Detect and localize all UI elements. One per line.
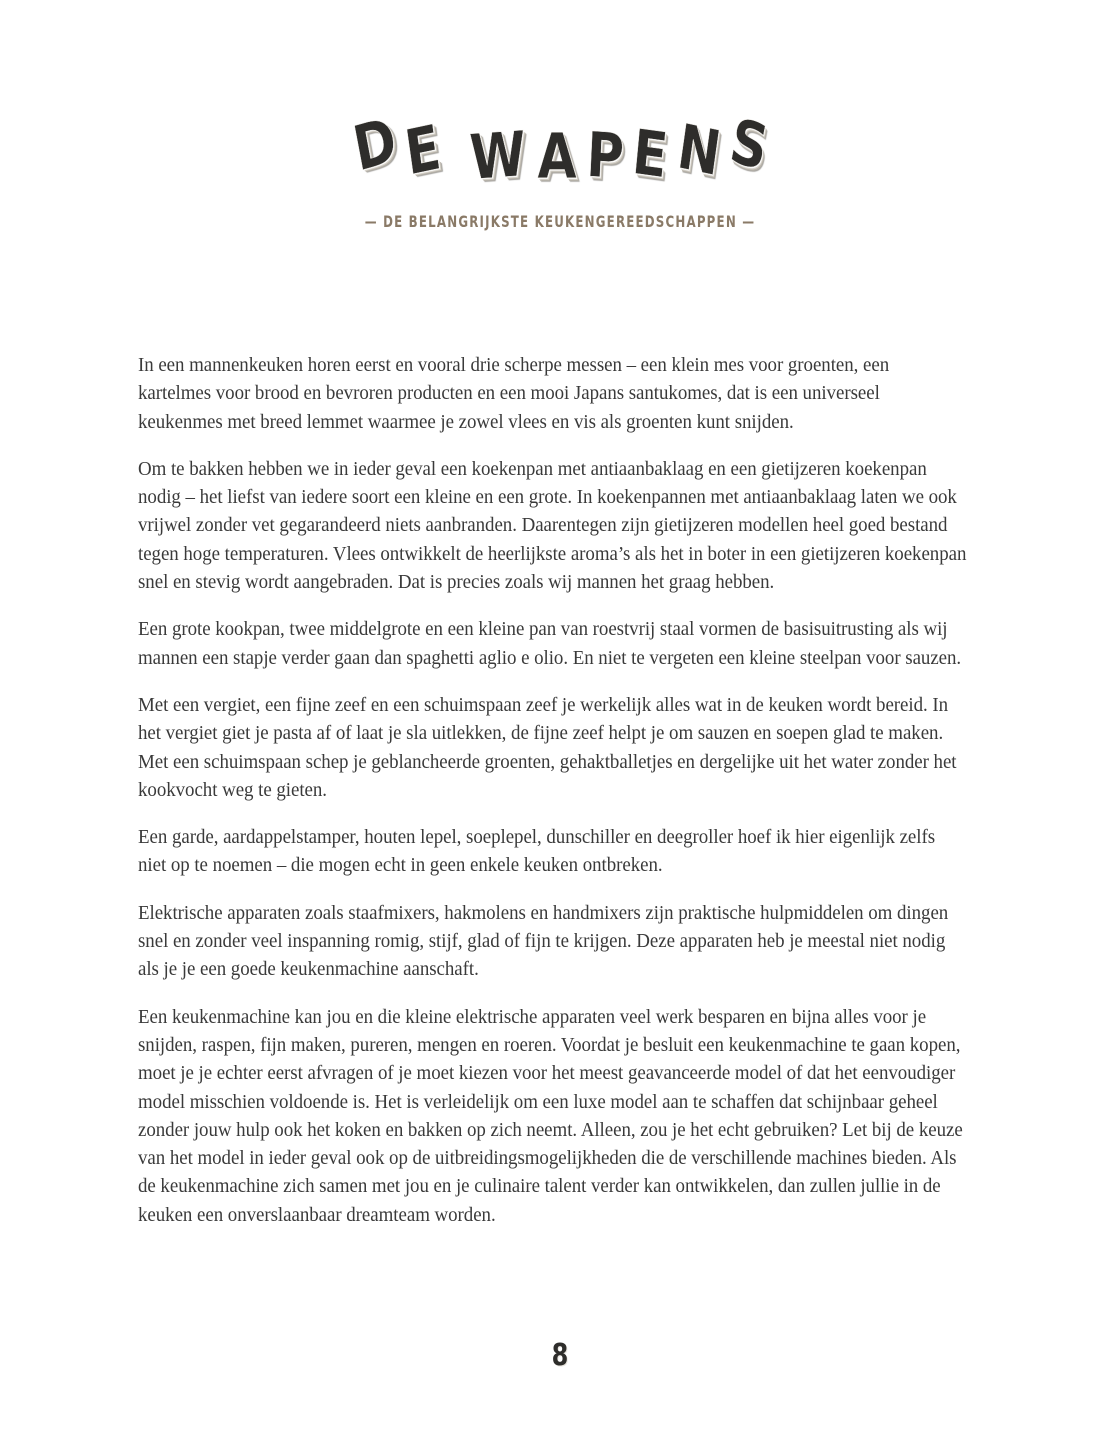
body-paragraph: Een garde, aardappelstamper, houten lepel, soeplepel, dunschiller en deegroller hoef ik hier eigenlijk zelfs niet op te noemen – die mogen echt in geen enkele keuken ontbreken. <box>138 827 936 877</box>
page-subtitle: — DE BELANGRIJKSTE KEUKENGEREEDSCHAPPEN — <box>364 212 756 231</box>
body-paragraph: In een mannenkeuken horen eerst en vooral drie scherpe messen – een klein mes voor groenten, een kartelmes voor brood en bevroren producten en een mooi Japans santukomes, dat is een universeel keukenmes met breed lemmet waarmee je zowel vlees en vis als groenten kunt snijden. <box>138 355 890 433</box>
title-letter: W <box>467 117 527 195</box>
title-letter: S <box>724 103 774 185</box>
title-letter: E <box>400 110 446 190</box>
body-paragraph: Elektrische apparaten zoals staafmixers, hakmolens en handmixers zijn praktische hulpmiddelen om dingen snel en zonder veel inspanning romig, stijf, glad of fijn te krijgen. Deze apparaten heb je meestal niet nodig als je je een goede keukenmachine aanschaft. <box>138 902 949 981</box>
page-number: 8 <box>551 1338 569 1373</box>
page-title <box>0 96 1120 195</box>
title-letter: D <box>347 102 402 186</box>
body-paragraph: Met een vergiet, een fijne zeef en een schuimspaan zeef je werkelijk alles wat in de keuken wordt bereid. In het vergiet giet je pasta af of laat je sla uitlekken, de fijne zeef helpt je om sauzen en soepen glad te maken. Met een schuimspaan schep je geblancheerde groenten, gehaktballetjes en dergelijke uit het water zonder het kookvocht weg te gieten. <box>138 694 957 801</box>
body-paragraph: Om te bakken hebben we in ieder geval een koekenpan met antiaanbaklaag en een gietijzeren koekenpan nodig – het liefst van iedere soort een kleine en een grote. In koekenpannen met antiaanbaklaag laten we ook vrijwel zonder vet gegarandeerd niets aanbranden. Daarentegen zijn gietijzeren modellen heel goed bestand tegen hoge temperaturen. Vlees ontwikkelt de heerlijkste aroma’s als het in boter in een gietijzeren koekenpan snel en stevig wordt aangebraden. Dat is precies zoals wij mannen het graag hebben. <box>138 458 967 594</box>
title-letter: A <box>537 120 577 193</box>
body-paragraph: Een keukenmachine kan jou en die kleine elektrische apparaten veel werk besparen en bijna alles voor je snijden, raspen, fijn maken, pureren, mengen en roeren. Voordat je besluit een keukenmachine te gaan kopen, moet je je echter eerst afvragen of je moet kiezen voor het meest geavanceerde model of dat het eenvoudiger model misschien voldoende is. Het is verleidelijk om een luxe model aan te schaffen dat schijnbaar geheel zonder jouw hulp ook het koken en bakken op zich neemt. Alleen, zou je het echt gebruiken? Let bij de keuze van het model in ieder geval ook op de uitbreidingsmogelijkheden die de verschillende machines bieden. Als de keukenmachine zich samen met jou en je culinaire talent verder kan ontwikkelen, dan zullen jullie in de keuken een onverslaanbaar dreamteam worden. <box>138 1006 963 1226</box>
title-letter: N <box>673 109 726 191</box>
title-letter: P <box>584 118 626 194</box>
title-letter: E <box>629 114 672 193</box>
body-copy <box>138 352 992 1230</box>
title-letter <box>444 122 463 185</box>
body-paragraph: Een grote kookpan, twee middelgrote en een kleine pan van roestvrij staal vormen de basisuitrusting als wij mannen een stapje verder gaan dan spaghetti aglio e olio. En niet te vergeten een kleine steelpan voor sauzen. <box>138 619 962 669</box>
page-header <box>0 96 1120 231</box>
